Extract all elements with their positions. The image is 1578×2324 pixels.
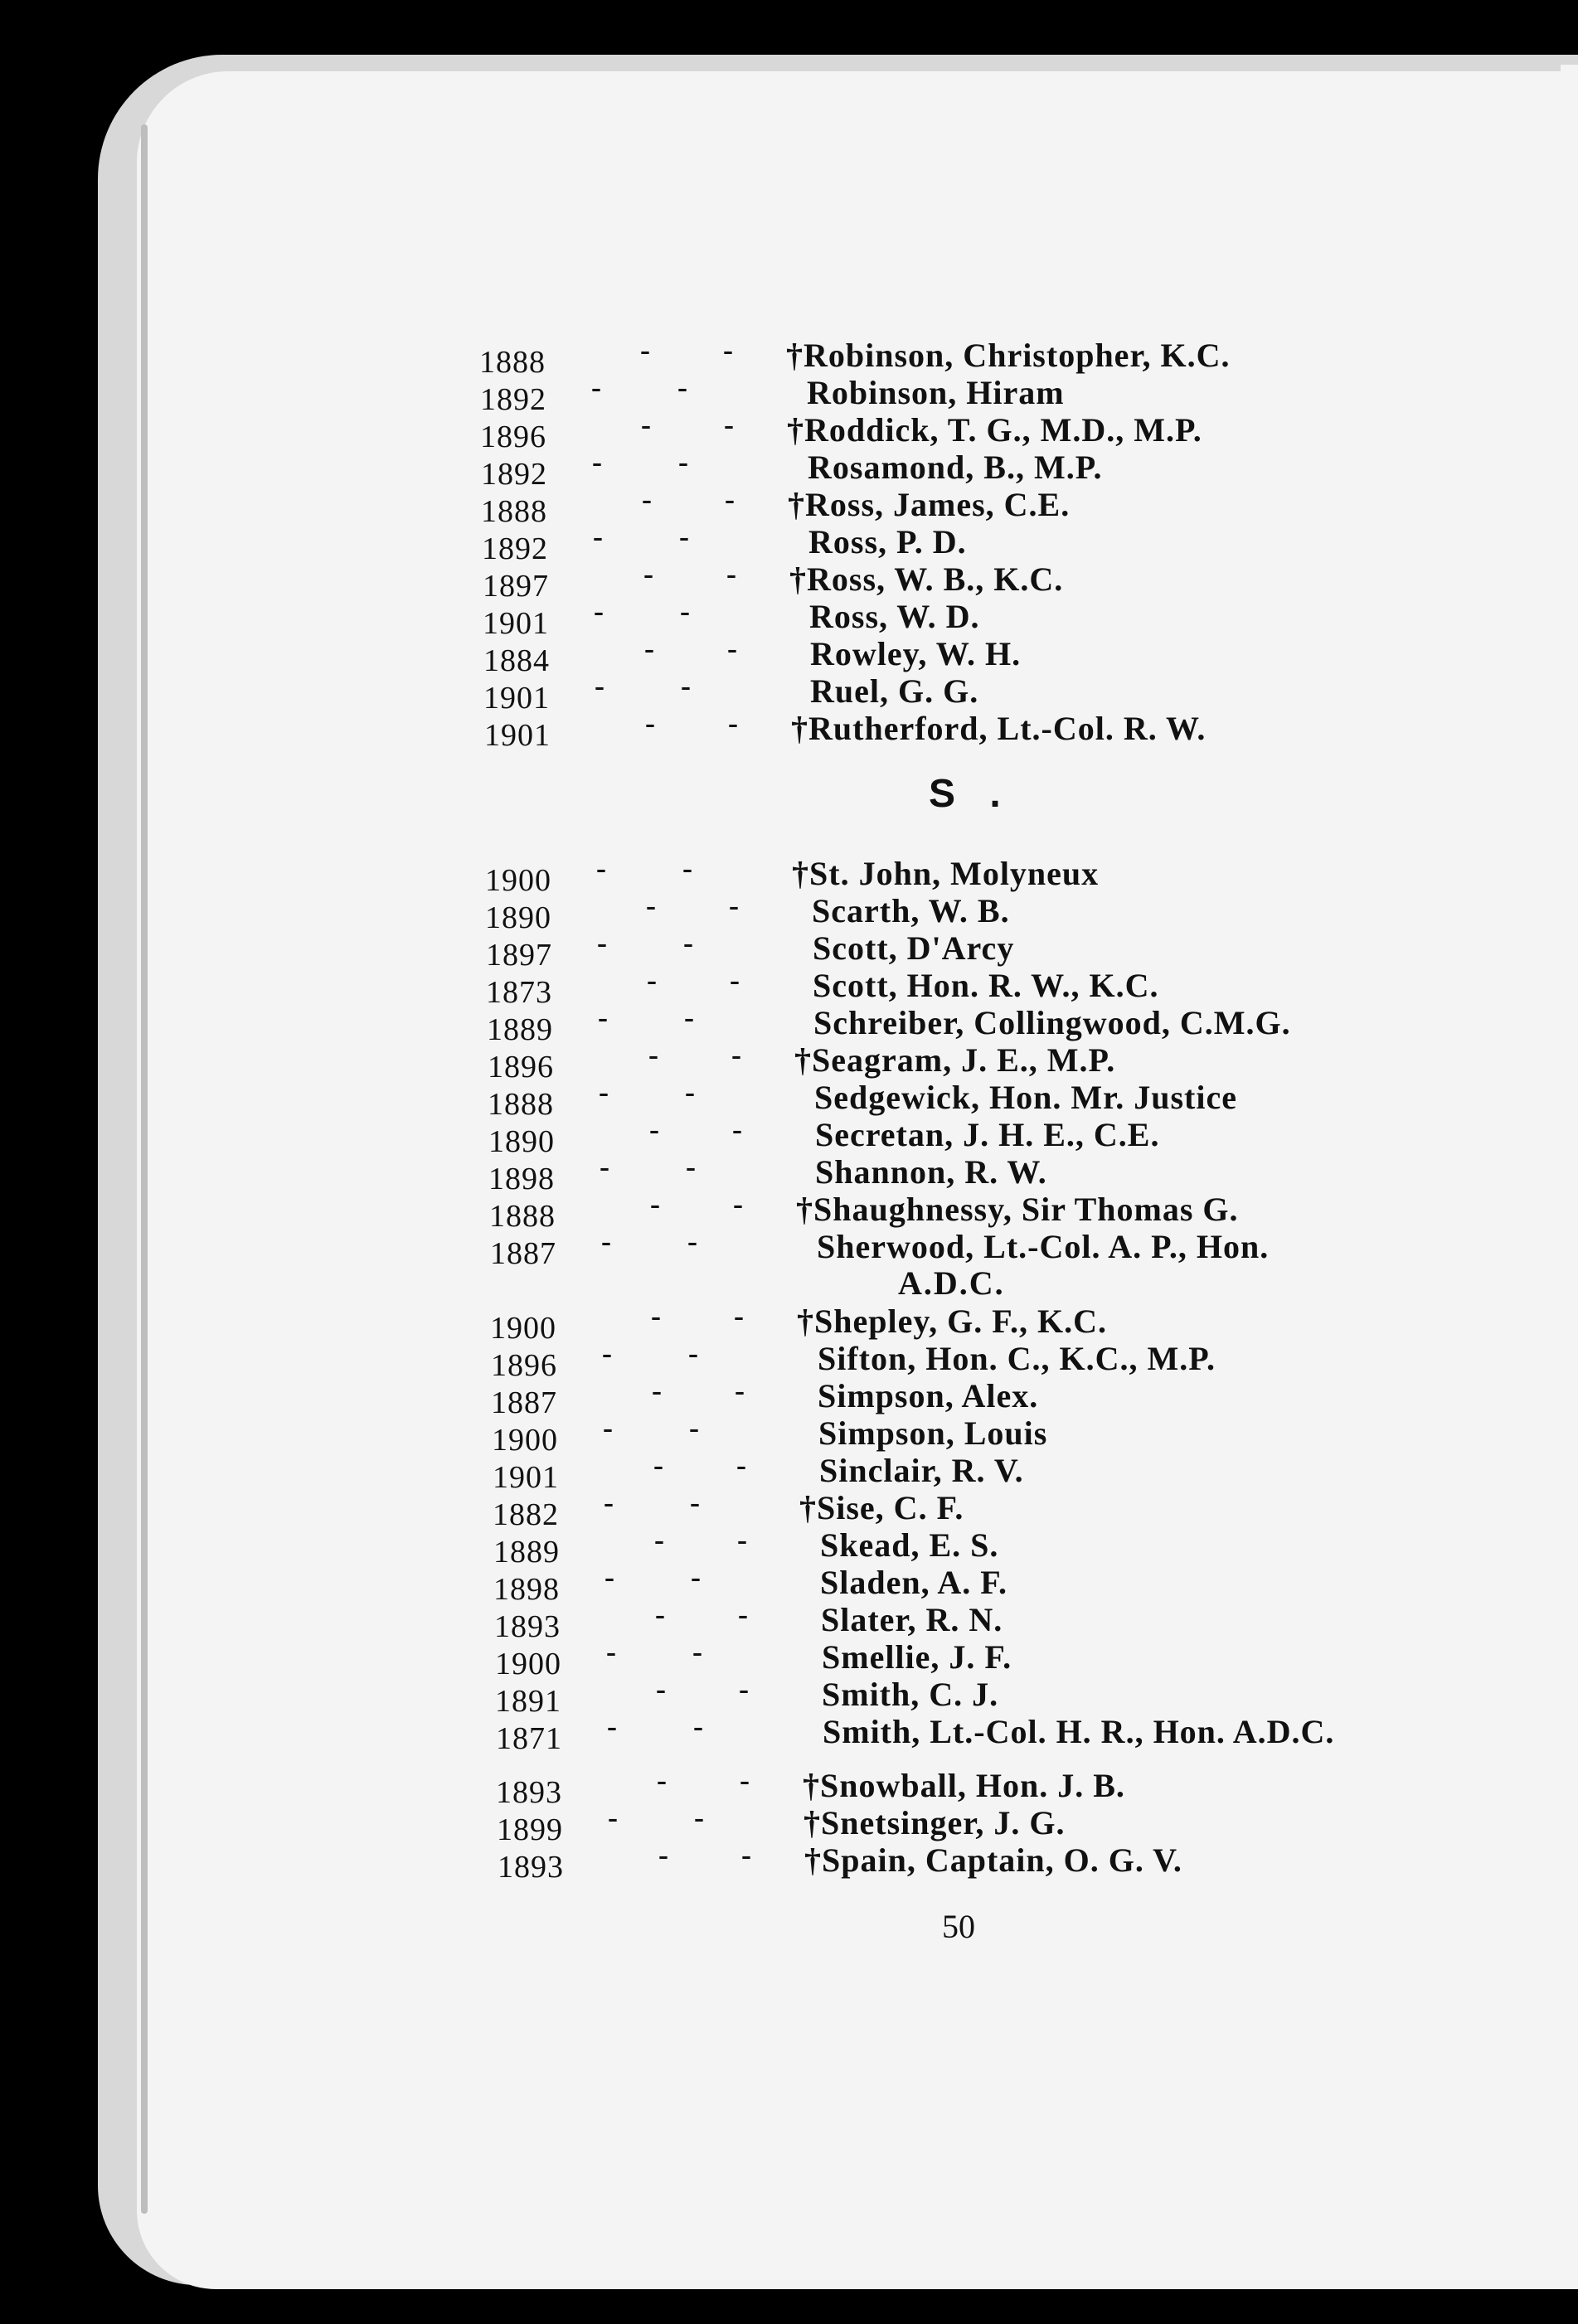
list-item: [0, 333, 1578, 380]
dagger-mark: †: [794, 1041, 812, 1079]
leader-dash: -: [732, 1113, 742, 1146]
list-item: [0, 1225, 1578, 1302]
leader-dash: -: [692, 1635, 702, 1668]
leader-dash: -: [641, 408, 651, 441]
entry-name: [789, 560, 1063, 599]
list-item: [0, 889, 1578, 935]
entry-year: 1871: [496, 1721, 562, 1756]
entry-year: 1892: [481, 457, 547, 492]
entry-year: 1900: [492, 1423, 558, 1458]
leader-dash: -: [682, 851, 692, 885]
leader-dash: -: [657, 1764, 667, 1797]
leader-dash: -: [678, 445, 688, 478]
list-item: [0, 408, 1578, 454]
list-item: [0, 706, 1578, 753]
entry-name: [822, 1637, 1012, 1676]
leader-dash: -: [643, 557, 653, 590]
leader-dash: -: [686, 1150, 696, 1183]
entry-name-text: Spain, Captain, O. G. V.: [822, 1841, 1182, 1879]
leader-dash: -: [592, 445, 602, 478]
leader-dash: -: [725, 483, 735, 516]
leader-dash: -: [599, 1075, 609, 1109]
leader-dash: -: [647, 963, 657, 997]
entry-name-text: Sladen, A. F.: [820, 1564, 1008, 1601]
entry-name-text: Smith, C. J.: [822, 1676, 999, 1713]
entry-name: [809, 597, 980, 636]
leader-dash: -: [679, 520, 689, 553]
entry-year: 1890: [488, 1124, 555, 1159]
leader-dash: -: [681, 669, 691, 702]
leader-dash: -: [731, 1038, 741, 1071]
list-item: [0, 1150, 1578, 1196]
dagger-mark: †: [786, 337, 804, 374]
entry-name-text: Smith, Lt.-Col. H. R., Hon. A.D.C.: [823, 1713, 1335, 1750]
list-item: [0, 557, 1578, 604]
leader-dash: -: [650, 1187, 660, 1220]
entry-name-text: Skead, E. S.: [820, 1526, 999, 1564]
leader-dash: -: [738, 1598, 748, 1631]
entry-name: [808, 448, 1102, 487]
entry-name: [812, 891, 1010, 930]
entry-name-text: Simpson, Louis: [818, 1414, 1048, 1452]
entry-name-text: Scarth, W. B.: [812, 892, 1010, 929]
entry-continuation: A.D.C.: [898, 1264, 1005, 1302]
entry-year: 1901: [484, 718, 551, 753]
dagger-mark: †: [791, 710, 808, 747]
entry-name: [808, 522, 967, 561]
entry-name: [814, 1078, 1237, 1117]
leader-dash: -: [739, 1672, 749, 1705]
leader-dash: -: [691, 1560, 701, 1594]
leader-dash: -: [604, 1560, 614, 1594]
entry-year: 1898: [488, 1162, 555, 1196]
leader-dash: -: [642, 483, 652, 516]
entry-name-text: Sedgewick, Hon. Mr. Justice: [814, 1079, 1237, 1116]
list-item: [0, 1299, 1578, 1346]
entry-name-text: Robinson, Hiram: [807, 374, 1065, 411]
leader-dash: -: [602, 1337, 612, 1370]
entry-name-text: Secretan, J. H. E., C.E.: [815, 1116, 1160, 1153]
list-item: [0, 1411, 1578, 1458]
list-item: [0, 1374, 1578, 1420]
entry-name-text: Shannon, R. W.: [815, 1153, 1047, 1191]
entry-name: [823, 1712, 1334, 1751]
list-item: [0, 1560, 1578, 1607]
entry-year: 1901: [483, 681, 550, 716]
leader-dash: -: [596, 851, 606, 885]
dagger-mark: †: [799, 1489, 817, 1526]
entry-name: [810, 634, 1021, 673]
entry-year: 1900: [490, 1311, 556, 1346]
leader-dash: -: [740, 1764, 750, 1797]
leader-dash: -: [593, 520, 603, 553]
list-item: [0, 1523, 1578, 1570]
leader-dash: -: [598, 1001, 608, 1034]
leader-dash: -: [597, 926, 607, 959]
entry-year: 1898: [493, 1572, 560, 1607]
entry-year: 1896: [480, 420, 546, 454]
entry-name: [813, 1003, 1291, 1042]
list-item: [0, 1838, 1578, 1885]
list-item: [0, 1075, 1578, 1122]
list-item: [0, 1448, 1578, 1495]
leader-dash: -: [601, 1225, 611, 1258]
leader-dash: -: [640, 333, 650, 366]
list-item: [0, 926, 1578, 973]
leader-dash: -: [737, 1523, 747, 1556]
entry-name-text: Sifton, Hon. C., K.C., M.P.: [818, 1340, 1216, 1377]
entry-name-text: Sherwood, Lt.-Col. A. P., Hon.: [817, 1228, 1270, 1265]
entry-name: [786, 336, 1231, 375]
list-item: [0, 1187, 1578, 1234]
entry-name-text: Simpson, Alex.: [818, 1377, 1039, 1414]
entry-year: 1889: [487, 1012, 553, 1047]
entry-year: 1900: [495, 1647, 561, 1681]
entry-name: [791, 709, 1206, 748]
list-item: [0, 483, 1578, 529]
list-item: [0, 1764, 1578, 1810]
entry-name-text: Slater, R. N.: [821, 1601, 1003, 1638]
list-item: [0, 1598, 1578, 1644]
entry-name-text: Ross, James, C.E.: [805, 486, 1071, 523]
entry-name: [815, 1152, 1047, 1191]
leader-dash: -: [604, 1486, 614, 1519]
entry-name-text: Roddick, T. G., M.D., M.P.: [804, 411, 1202, 449]
list-item: [0, 445, 1578, 492]
leader-dash: -: [606, 1635, 616, 1668]
leader-dash: -: [726, 557, 736, 590]
entry-name-text: Ross, W. B., K.C.: [807, 560, 1064, 598]
dagger-mark: †: [787, 411, 804, 449]
dagger-mark: †: [804, 1804, 821, 1841]
entry-name: [820, 1526, 998, 1565]
entry-name: [815, 1115, 1159, 1154]
leader-dash: -: [591, 371, 601, 404]
entry-name: [787, 410, 1202, 449]
entry-name-text: Scott, Hon. R. W., K.C.: [813, 967, 1159, 1004]
entry-name: [796, 1190, 1239, 1229]
leader-dash: -: [690, 1486, 700, 1519]
dagger-mark: †: [797, 1303, 814, 1340]
entry-name: [818, 1414, 1047, 1453]
leader-dash: -: [608, 1801, 618, 1834]
leader-dash: -: [603, 1411, 613, 1444]
entry-year: 1888: [489, 1199, 556, 1234]
dagger-mark: †: [789, 560, 807, 598]
dagger-mark: †: [792, 855, 809, 892]
list-item: [0, 1672, 1578, 1719]
entry-name-text: Smellie, J. F.: [822, 1638, 1012, 1676]
entry-year: 1888: [479, 345, 546, 380]
entry-name: [822, 1675, 998, 1714]
entry-name-text: Sise, C. F.: [817, 1489, 964, 1526]
entry-year: 1897: [483, 569, 549, 604]
leader-dash: -: [652, 1374, 662, 1407]
entry-name: [817, 1227, 1269, 1266]
entry-name: [804, 1841, 1182, 1880]
dagger-mark: †: [788, 486, 805, 523]
entry-name-text: Ross, P. D.: [808, 523, 967, 560]
leader-dash: -: [651, 1299, 661, 1332]
entry-name-text: Shaughnessy, Sir Thomas G.: [813, 1191, 1239, 1228]
leader-dash: -: [683, 926, 693, 959]
list-item: [0, 1113, 1578, 1159]
leader-dash: -: [734, 1299, 744, 1332]
entry-name-text: Ruel, G. G.: [810, 672, 979, 710]
entry-year: 1893: [494, 1609, 561, 1644]
entry-name: [804, 1803, 1065, 1842]
list-item: [0, 1337, 1578, 1383]
entry-year: 1887: [490, 1236, 556, 1271]
leader-dash: -: [684, 1001, 694, 1034]
entry-name: [818, 1376, 1038, 1415]
entry-name: [794, 1041, 1115, 1080]
list-item: [0, 371, 1578, 417]
leader-dash: -: [680, 594, 690, 628]
leader-dash: -: [656, 1672, 666, 1705]
entry-name: [813, 966, 1159, 1005]
list-item: [0, 1710, 1578, 1756]
dagger-mark: †: [803, 1767, 820, 1804]
leader-dash: -: [645, 706, 655, 740]
entry-year: 1901: [493, 1460, 559, 1495]
leader-dash: -: [653, 1448, 663, 1482]
section-heading: S .: [929, 772, 1012, 816]
entry-year: 1888: [481, 494, 547, 529]
leader-dash: -: [646, 889, 656, 922]
entry-name: [819, 1451, 1024, 1490]
entry-name: [803, 1766, 1125, 1805]
entry-year: 1893: [498, 1850, 564, 1885]
entry-name: [788, 485, 1070, 524]
entry-name: [807, 373, 1065, 412]
list-item: [0, 1001, 1578, 1047]
entry-year: 1887: [491, 1385, 557, 1420]
entry-year: 1889: [493, 1535, 560, 1570]
entry-year: 1897: [486, 938, 552, 973]
entry-name-text: Sinclair, R. V.: [819, 1452, 1024, 1489]
leader-dash: -: [644, 632, 654, 665]
leader-dash: -: [727, 632, 737, 665]
entry-year: 1896: [491, 1348, 557, 1383]
entry-name-text: Rowley, W. H.: [810, 635, 1022, 672]
list-item: [0, 1801, 1578, 1847]
entry-name-text: Ross, W. D.: [809, 598, 980, 635]
list-item: [0, 632, 1578, 678]
leader-dash: -: [595, 669, 604, 702]
entry-name: [818, 1339, 1216, 1378]
leader-dash: -: [687, 1225, 697, 1258]
leader-dash: -: [648, 1038, 658, 1071]
leader-dash: -: [724, 408, 734, 441]
entry-name: [821, 1600, 1003, 1639]
entry-name: [810, 672, 978, 711]
entry-year: 1888: [488, 1087, 554, 1122]
list-item: [0, 520, 1578, 566]
list-item: [0, 1486, 1578, 1532]
entry-year: 1896: [488, 1050, 554, 1084]
leader-dash: -: [694, 1801, 704, 1834]
entry-name-text: Schreiber, Collingwood, C.M.G.: [813, 1004, 1291, 1041]
leader-dash: -: [594, 594, 604, 628]
entry-year: 1892: [482, 531, 548, 566]
list-item: [0, 963, 1578, 1010]
leader-dash: -: [729, 889, 739, 922]
entry-year: 1884: [483, 643, 550, 678]
leader-dash: -: [730, 963, 740, 997]
leader-dash: -: [733, 1187, 743, 1220]
dagger-mark: †: [796, 1191, 813, 1228]
entry-year: 1890: [485, 900, 551, 935]
entry-name-text: Shepley, G. F., K.C.: [814, 1303, 1108, 1340]
entry-year: 1900: [485, 863, 551, 898]
dagger-mark: †: [804, 1841, 822, 1879]
leader-dash: -: [649, 1113, 659, 1146]
entry-name: [799, 1488, 964, 1527]
page-number: 50: [942, 1908, 975, 1945]
leader-dash: -: [607, 1710, 617, 1743]
entry-name-text: Snetsinger, J. G.: [821, 1804, 1066, 1841]
list-item: [0, 594, 1578, 641]
leader-dash: -: [600, 1150, 609, 1183]
leader-dash: -: [723, 333, 733, 366]
entry-year: 1882: [493, 1497, 559, 1532]
entry-year: 1893: [496, 1775, 562, 1810]
list-item: [0, 1635, 1578, 1681]
leader-dash: -: [654, 1523, 664, 1556]
entry-year: 1901: [483, 606, 549, 641]
leader-dash: -: [658, 1838, 668, 1871]
leader-dash: -: [741, 1838, 751, 1871]
leader-dash: -: [655, 1598, 665, 1631]
leader-dash: -: [728, 706, 738, 740]
entry-year: 1899: [497, 1812, 563, 1847]
entry-name: [813, 929, 1014, 968]
leader-dash: -: [688, 1337, 698, 1370]
list-item: [0, 669, 1578, 716]
leader-dash: -: [735, 1374, 745, 1407]
entry-name: [792, 854, 1099, 893]
entry-year: 1891: [495, 1684, 561, 1719]
entry-name-text: Scott, D'Arcy: [813, 929, 1015, 967]
list-item: [0, 1038, 1578, 1084]
leader-dash: -: [689, 1411, 699, 1444]
entry-name-text: Rutherford, Lt.-Col. R. W.: [808, 710, 1207, 747]
leader-dash: -: [736, 1448, 746, 1482]
entry-year: 1892: [480, 382, 546, 417]
list-item: [0, 851, 1578, 898]
leader-dash: -: [685, 1075, 695, 1109]
entry-name: [820, 1563, 1007, 1602]
entry-name-text: Seagram, J. E., M.P.: [812, 1041, 1116, 1079]
entry-name-text: Rosamond, B., M.P.: [808, 449, 1103, 486]
entry-name-text: Snowball, Hon. J. B.: [820, 1767, 1125, 1804]
leader-dash: -: [693, 1710, 703, 1743]
entry-name-text: St. John, Molyneux: [809, 855, 1100, 892]
entry-year: 1873: [486, 975, 552, 1010]
entry-name: [797, 1302, 1107, 1341]
entry-name-text: Robinson, Christopher, K.C.: [804, 337, 1231, 374]
leader-dash: -: [677, 371, 687, 404]
